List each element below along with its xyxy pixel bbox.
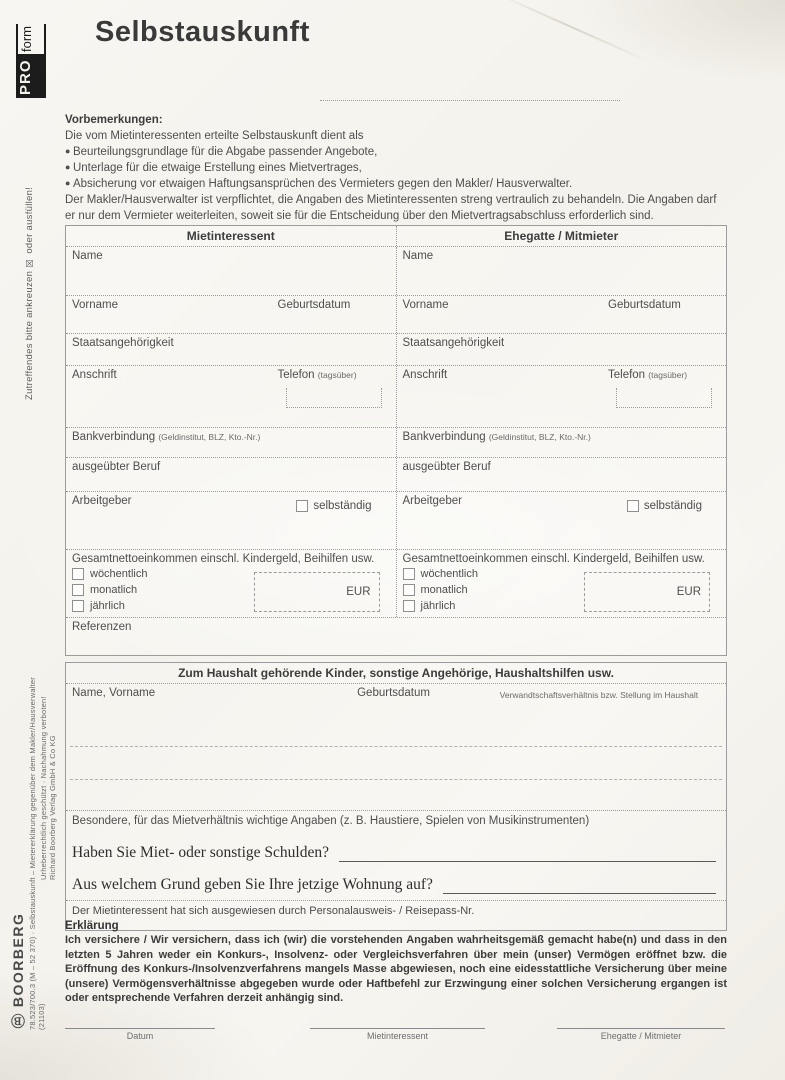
declaration-heading: Erklärung — [65, 920, 119, 932]
preliminary-notes-lead: Die vom Mietinteressenten erteilte Selbstauskunft dient als — [65, 130, 364, 142]
purpose-item: ● Beurteilungsgrundlage für die Abgabe passender Angebote, — [65, 144, 727, 160]
page-title: Selbstauskunft — [95, 16, 310, 48]
field-name-label: Name — [402, 250, 434, 262]
field-staatsangehoerigkeit-label: Staatsangehörigkeit — [402, 337, 505, 349]
moving-reason-answer-line[interactable] — [443, 876, 716, 894]
blank-fill-line[interactable] — [320, 100, 620, 101]
monatlich-checkbox[interactable] — [403, 584, 415, 596]
preliminary-notes-heading: Vorbemerkungen: — [65, 114, 163, 126]
catalog-number-vertical: 78.523/700.3 (M – 52 370) · Selbstauskunft – Mietererklärung gegenüber dem Makler/Hausverwalter (21103) — [28, 677, 46, 1030]
field-telefon-label: Telefon — [277, 369, 315, 381]
signature-mietinteressent-label: Mietinteressent — [366, 1031, 429, 1041]
field-bank-note: (Geldinstitut, BLZ, Kto.-Nr.) — [488, 432, 591, 442]
monatlich-label: monatlich — [90, 584, 138, 596]
eur-label: EUR — [676, 586, 701, 598]
field-geburtsdatum-label: Geburtsdatum — [608, 299, 681, 311]
field-vorname[interactable] — [397, 295, 727, 333]
field-einkommen[interactable] — [66, 549, 396, 617]
household-row[interactable] — [70, 747, 722, 780]
purpose-item: ● Absicherung vor etwaigen Haftungsansprüchen des Vermieters gegen den Makler/ Hausverwalter. — [65, 176, 727, 192]
eur-amount-box[interactable] — [584, 572, 710, 612]
field-beruf-label: ausgeübter Beruf — [402, 461, 491, 473]
field-telefon-label: Telefon — [608, 369, 646, 381]
special-info-label: Besondere, für das Mietverhältnis wichtige Angaben — [72, 815, 337, 827]
field-arbeitgeber-label: Arbeitgeber — [402, 495, 462, 507]
publisher-line: Richard Boorberg Verlag GmbH & Co KG — [48, 735, 57, 880]
household-heading: Zum Haushalt gehörende Kinder, sonstige Angehörige, Haushaltshilfen usw. — [66, 663, 726, 684]
field-anschrift-label: Anschrift — [402, 369, 448, 381]
declaration-section — [65, 920, 727, 1006]
special-info-row[interactable] — [66, 810, 726, 836]
household-row[interactable] — [70, 780, 722, 810]
id-number-label: Der Mietinteressent hat sich ausgewiesen durch Personalausweis- / Reisepass-Nr. — [72, 905, 475, 917]
selbstaendig-checkbox[interactable] — [296, 500, 308, 512]
telefon-input-box[interactable] — [616, 388, 712, 408]
selbstaendig-label: selbständig — [313, 500, 372, 512]
field-anschrift[interactable] — [397, 365, 727, 427]
fill-instruction-vertical: Zutreffendes bitte ankreuzen ☒ oder ausfüllen! — [24, 186, 35, 400]
telefon-input-box[interactable] — [286, 388, 382, 408]
signature-date-label: Datum — [126, 1031, 154, 1041]
field-staatsangehoerigkeit[interactable] — [397, 333, 727, 365]
field-bankverbindung-label: Bankverbindung — [402, 431, 486, 443]
jaehrlich-label: jährlich — [90, 600, 125, 612]
field-anschrift-label: Anschrift — [72, 369, 117, 381]
jaehrlich-checkbox[interactable] — [72, 600, 84, 612]
column-header-ehegatte: Ehegatte / Mitmieter — [504, 229, 619, 243]
eur-label: EUR — [346, 586, 371, 598]
publisher-logo-text: Ⓑ BOORBERG — [10, 912, 26, 1028]
preliminary-notes — [65, 112, 727, 224]
copyright-line: Urheberrechtlich geschützt · Nachahmung verboten! — [39, 696, 48, 880]
field-beruf[interactable] — [66, 457, 396, 491]
proform-logo — [16, 14, 46, 98]
signature-ehegatte[interactable] — [557, 1028, 725, 1041]
jaehrlich-label: jährlich — [420, 600, 456, 612]
signature-mietinteressent[interactable] — [310, 1028, 485, 1041]
monatlich-label: monatlich — [420, 584, 468, 596]
field-staatsangehoerigkeit-label: Staatsangehörigkeit — [72, 337, 174, 349]
signature-date[interactable] — [65, 1028, 215, 1041]
jaehrlich-checkbox[interactable] — [403, 600, 415, 612]
field-einkommen-label: Gesamtnettoeinkommen einschl. Kindergeld, Beihilfen usw. — [72, 553, 375, 565]
field-vorname[interactable] — [66, 295, 396, 333]
field-beruf-label: ausgeübter Beruf — [72, 461, 161, 473]
field-geburtsdatum-label: Geburtsdatum — [277, 299, 351, 311]
purpose-list — [65, 144, 727, 192]
column-ehegatte — [397, 247, 727, 617]
field-arbeitgeber[interactable] — [66, 491, 396, 549]
special-info-note: (z. B. Haustiere, Spielen von Musikinstrumenten) — [339, 815, 590, 827]
field-einkommen[interactable] — [397, 549, 727, 617]
field-arbeitgeber[interactable] — [397, 491, 727, 549]
debts-question-row — [66, 836, 726, 868]
field-referenzen[interactable] — [66, 617, 726, 655]
household-table — [65, 662, 727, 931]
debts-question: Haben Sie Miet- oder sonstige Schulden? — [72, 844, 329, 861]
field-beruf[interactable] — [397, 457, 727, 491]
applicant-table — [65, 225, 727, 656]
field-name-label: Name — [72, 250, 103, 262]
moving-reason-question: Aus welchem Grund geben Sie Ihre jetzige Wohnung auf? — [72, 876, 433, 893]
field-staatsangehoerigkeit[interactable] — [66, 333, 396, 365]
moving-reason-row — [66, 868, 726, 900]
household-row[interactable] — [70, 714, 722, 747]
woechentlich-checkbox[interactable] — [403, 568, 415, 580]
paper-crease — [495, 0, 651, 63]
field-einkommen-label: Gesamtnettoeinkommen einschl. Kindergeld, Beihilfen usw. — [402, 553, 705, 565]
purpose-item: ● Unterlage für die etwaige Erstellung eines Mietvertrages, — [65, 160, 727, 176]
eur-amount-box[interactable] — [254, 572, 380, 612]
woechentlich-checkbox[interactable] — [72, 568, 84, 580]
signature-section — [65, 1028, 727, 1062]
household-col-birth: Geburtsdatum — [357, 687, 430, 699]
declaration-body: Ich versichere / Wir versichern, dass ich (wir) die vorstehenden Angaben wahrheitsgemäß gemacht habe(n) und dass in den letzten 5 Jahren weder ein Konkurs-, Insolvenz- oder Vergleichsverfahren über mein (unser) Vermögen eröffnet bzw. die Eröffnung des Konkurs-/Insolvenzverfahrens mangels Masse abgewiesen, noch eine eidesstattliche Versicherung über meine (unsere) Vermögensverhältnisse abgegeben wurde oder Haftbefehl zur Erzwingung einer solchen Versicherung ergangen ist oder entsprechende Verfahren derzeit anhängig sind. — [65, 934, 727, 1004]
proform-logo-form: form — [16, 24, 46, 56]
field-vorname-label: Vorname — [402, 299, 449, 311]
field-vorname-label: Vorname — [72, 299, 119, 311]
field-telefon-note: (tagsüber) — [317, 370, 357, 380]
field-bankverbindung[interactable] — [66, 427, 396, 457]
selbstaendig-checkbox[interactable] — [627, 500, 639, 512]
household-col-name: Name, Vorname — [72, 687, 156, 699]
proform-logo-pro: PRO — [16, 56, 46, 98]
signature-ehegatte-label: Ehegatte / Mitmieter — [600, 1031, 682, 1041]
monatlich-checkbox[interactable] — [72, 584, 84, 596]
field-bank-note: (Geldinstitut, BLZ, Kto.-Nr.) — [158, 432, 261, 442]
field-arbeitgeber-label: Arbeitgeber — [72, 495, 132, 507]
field-name[interactable] — [66, 247, 396, 295]
field-bankverbindung-label: Bankverbindung — [72, 431, 156, 443]
selbstaendig-label: selbständig — [643, 500, 702, 512]
confidentiality-note: Der Makler/Hausverwalter ist verpflichtet, die Angaben des Mietinteressenten streng vertraulich zu behandeln. Die Angaben darf er nur dem Vermieter weiterleiten, soweit sie für die Entscheidung über den Mietvertragsabschluss erforderlich sind. — [65, 194, 717, 222]
field-telefon-note: (tagsüber) — [648, 370, 688, 380]
field-referenzen-label: Referenzen — [72, 621, 132, 633]
woechentlich-label: wöchentlich — [420, 568, 478, 580]
woechentlich-label: wöchentlich — [90, 568, 148, 580]
column-header-mietinteressent: Mietinteressent — [66, 226, 397, 246]
field-bankverbindung[interactable] — [397, 427, 727, 457]
column-mietinteressent — [66, 247, 397, 617]
copyright-vertical — [39, 650, 58, 880]
field-name[interactable] — [397, 247, 727, 295]
debts-answer-line[interactable] — [339, 844, 716, 862]
household-col-relation: Verwandtschaftsverhältnis bzw. Stellung im Haushalt — [499, 690, 699, 700]
field-anschrift[interactable] — [66, 365, 396, 427]
